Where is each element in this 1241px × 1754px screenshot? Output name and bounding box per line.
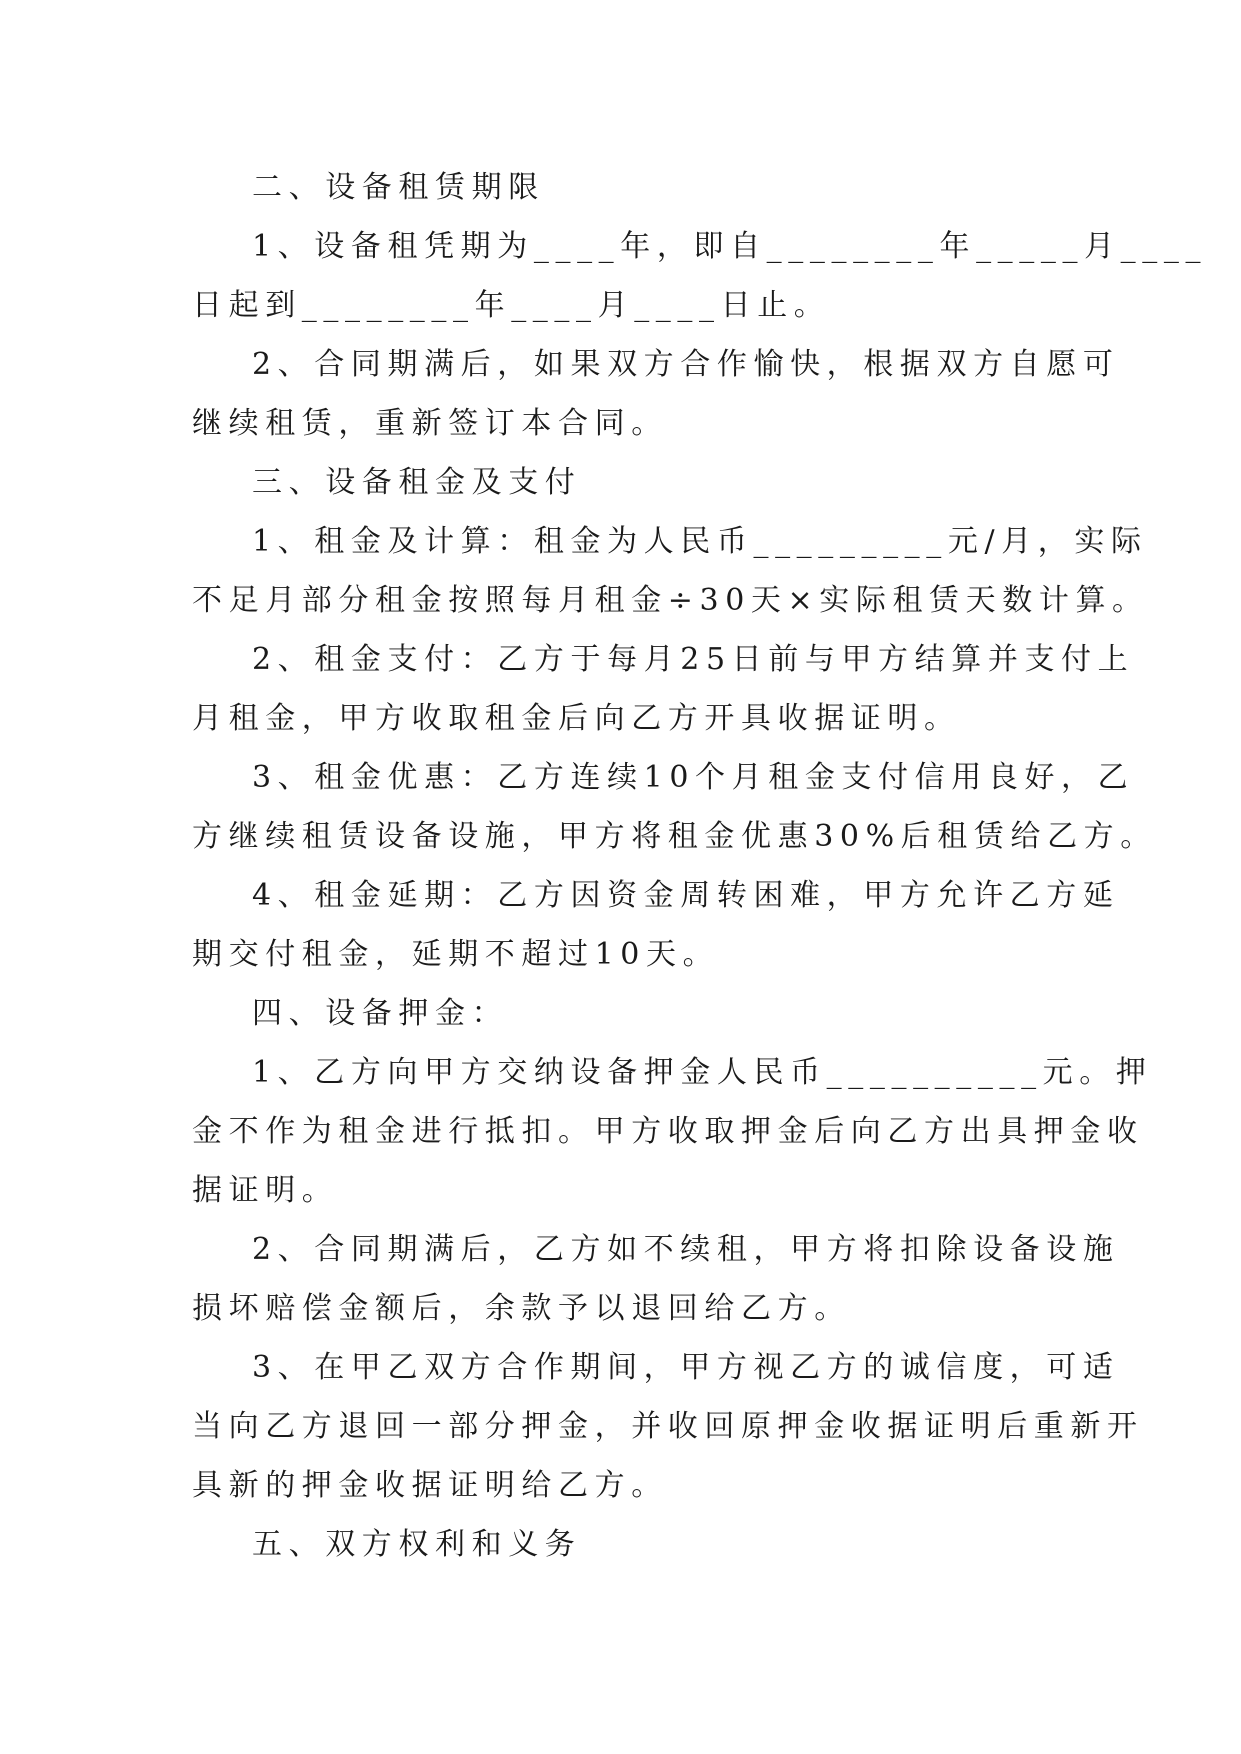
section-heading-rent: 三、设备租金及支付	[252, 465, 582, 500]
paragraph-line: 当向乙方退回一部分押金，并收回原押金收据证明后重新开	[192, 1409, 1144, 1444]
paragraph-line: 4、租金延期：乙方因资金周转困难，甲方允许乙方延	[252, 878, 1120, 913]
paragraph-line: 具新的押金收据证明给乙方。	[192, 1468, 668, 1503]
paragraph-line: 2、合同期满后，如果双方合作愉快，根据双方自愿可	[252, 347, 1120, 382]
paragraph-line: 1、乙方向甲方交纳设备押金人民币__________元。押	[252, 1055, 1153, 1090]
paragraph-line: 据证明。	[192, 1173, 339, 1208]
paragraph-line: 损坏赔偿金额后，余款予以退回给乙方。	[192, 1291, 851, 1326]
paragraph-line: 3、在甲乙双方合作期间，甲方视乙方的诚信度，可适	[252, 1350, 1120, 1385]
paragraph-line: 方继续租赁设备设施，甲方将租金优惠30%后租赁给乙方。	[192, 819, 1157, 854]
paragraph-line: 日起到________年____月____日止。	[192, 288, 831, 323]
paragraph-line: 月租金，甲方收取租金后向乙方开具收据证明。	[192, 701, 961, 736]
paragraph-line: 继续租赁，重新签订本合同。	[192, 406, 668, 441]
paragraph-line: 2、租金支付：乙方于每月25日前与甲方结算并支付上	[252, 642, 1135, 677]
document-body	[192, 158, 1208, 1574]
paragraph-line: 不足月部分租金按照每月租金÷30天×实际租赁天数计算。	[192, 583, 1149, 618]
paragraph-line: 1、设备租凭期为____年，即自________年_____月____	[252, 229, 1208, 264]
paragraph-line: 2、合同期满后，乙方如不续租，甲方将扣除设备设施	[252, 1232, 1120, 1267]
paragraph-line: 金不作为租金进行抵扣。甲方收取押金后向乙方出具押金收	[192, 1114, 1144, 1149]
section-heading-rights-obligations: 五、双方权利和义务	[252, 1527, 582, 1562]
section-heading-deposit: 四、设备押金：	[252, 996, 509, 1031]
paragraph-line: 期交付租金，延期不超过10天。	[192, 937, 720, 972]
paragraph-line: 3、租金优惠：乙方连续10个月租金支付信用良好，乙	[252, 760, 1135, 795]
section-heading-lease-term: 二、设备租赁期限	[252, 170, 545, 205]
paragraph-line: 1、租金及计算：租金为人民币_________元/月，实际	[252, 524, 1148, 559]
